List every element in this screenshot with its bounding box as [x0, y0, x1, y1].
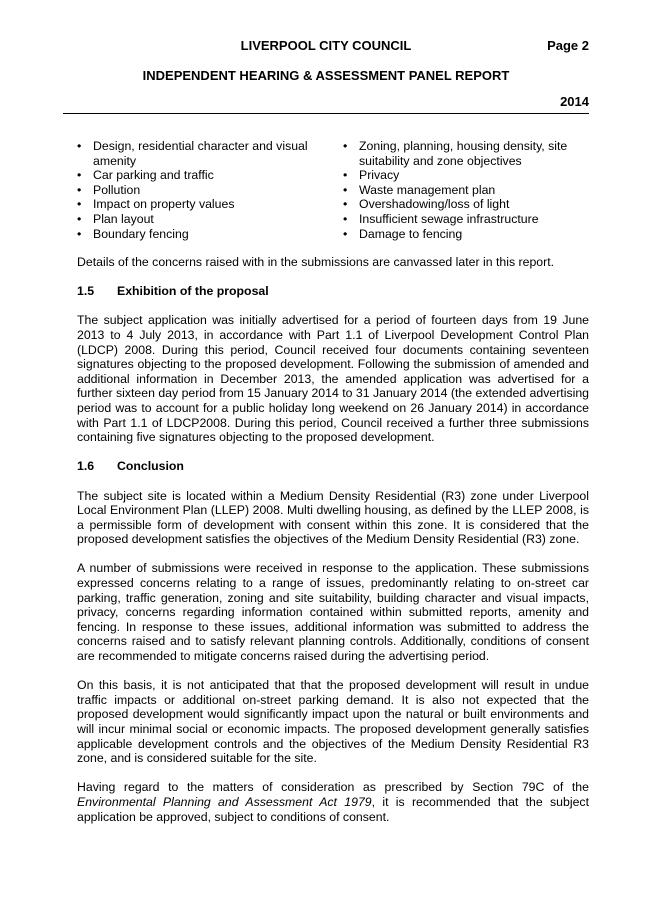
exhibition-paragraph: The subject application was initially advertised for a period of fourteen days from 19 June 2013 to 4 July 2013, in accordance with Part 1.1 of Liverpool Development Control Plan (LDCP) 2008. During this period, Council received four documents containing seventeen signatures objecting to the proposed development. Following the submission of amended and additional information in December 2013, the amended application was advertised for a further sixteen day period from 15 January 2014 to 31 January 2014 (the extended advertising period was to account for a public holiday long weekend on 26 January 2014) in accordance with Part 1.1 of LDCP2008. During this period, Council received a further three submissions containing five signatures objecting to the proposed development. — [77, 313, 590, 445]
recommendation-text-start: Having regard to the matters of consideration as prescribed by Section 79C of the — [77, 780, 589, 795]
concerns-left-column — [77, 139, 322, 241]
section-number: 1.6 — [77, 459, 95, 474]
page-number: Page 2 — [547, 38, 589, 53]
list-item: • Waste management plan — [343, 183, 589, 198]
list-item: • Damage to fencing — [343, 227, 589, 242]
recommendation-paragraph — [77, 780, 589, 824]
conclusion-paragraph: On this basis, it is not anticipated that that the proposed development will result in undue traffic impacts or additional on-street parking demand. It is also not expected that the proposed development would significantly impact upon the natural or built environments and will incur minimal social or economic impacts. The proposed development generally satisfies applicable development controls and the objectives of the Medium Density Residential R3 zone, and is considered suitable for the site. — [77, 678, 589, 766]
recommendation-text-end: , it is recommended that the subject application be approved, subject to conditions of consent. — [77, 794, 589, 824]
conclusion-paragraph: The subject site is located within a Medium Density Residential (R3) zone under Liverpool Local Environment Plan (LLEP) 2008. Multi dwelling housing, as defined by the LLEP 2008, is a permissible form of development with consent within this zone. It is considered that the proposed development satisfies the objectives of the Medium Density Residential (R3) zone. — [77, 488, 589, 547]
list-item: • Car parking and traffic — [77, 168, 322, 183]
list-item: • Zoning, planning, housing density, site suitability and zone objectives — [343, 139, 589, 168]
council-name: LIVERPOOL CITY COUNCIL — [240, 38, 412, 53]
list-item: • Privacy — [343, 168, 589, 183]
section-title: Conclusion — [117, 459, 184, 474]
report-title: INDEPENDENT HEARING & ASSESSMENT PANEL REPORT — [142, 68, 510, 83]
intro-paragraph: Details of the concerns raised with in the submissions are canvassed later in this report. — [77, 255, 555, 269]
section-title: Exhibition of the proposal — [117, 284, 269, 299]
report-year: 2014 — [560, 94, 589, 109]
header-divider — [63, 113, 589, 114]
section-heading-exhibition — [77, 284, 589, 299]
act-name: Environmental Planning and Assessment Act 1979 — [77, 794, 372, 809]
concerns-right-column — [343, 139, 589, 241]
section-number: 1.5 — [77, 284, 95, 299]
list-item: • Plan layout — [77, 212, 322, 227]
list-item: • Insufficient sewage infrastructure — [343, 212, 589, 227]
conclusion-paragraph: A number of submissions were received in response to the application. These submissions expressed concerns relating to a range of issues, predominantly relating to on-street car parking, traffic generation, zoning and site suitability, building character and visual impacts, privacy, concerns regarding information contained within submitted reports, amenity and fencing. In response to these issues, additional information was submitted to address the concerns raised and to satisfy relevant planning controls. Additionally, conditions of consent are recommended to mitigate concerns raised during the advertising period. — [77, 561, 589, 664]
list-item: • Overshadowing/loss of light — [343, 197, 589, 212]
list-item: • Boundary fencing — [77, 227, 322, 242]
report-body — [77, 255, 589, 839]
section-heading-conclusion — [77, 459, 589, 474]
list-item: • Design, residential character and visual amenity — [77, 139, 322, 168]
list-item: • Impact on property values — [77, 197, 322, 212]
list-item: • Pollution — [77, 183, 322, 198]
